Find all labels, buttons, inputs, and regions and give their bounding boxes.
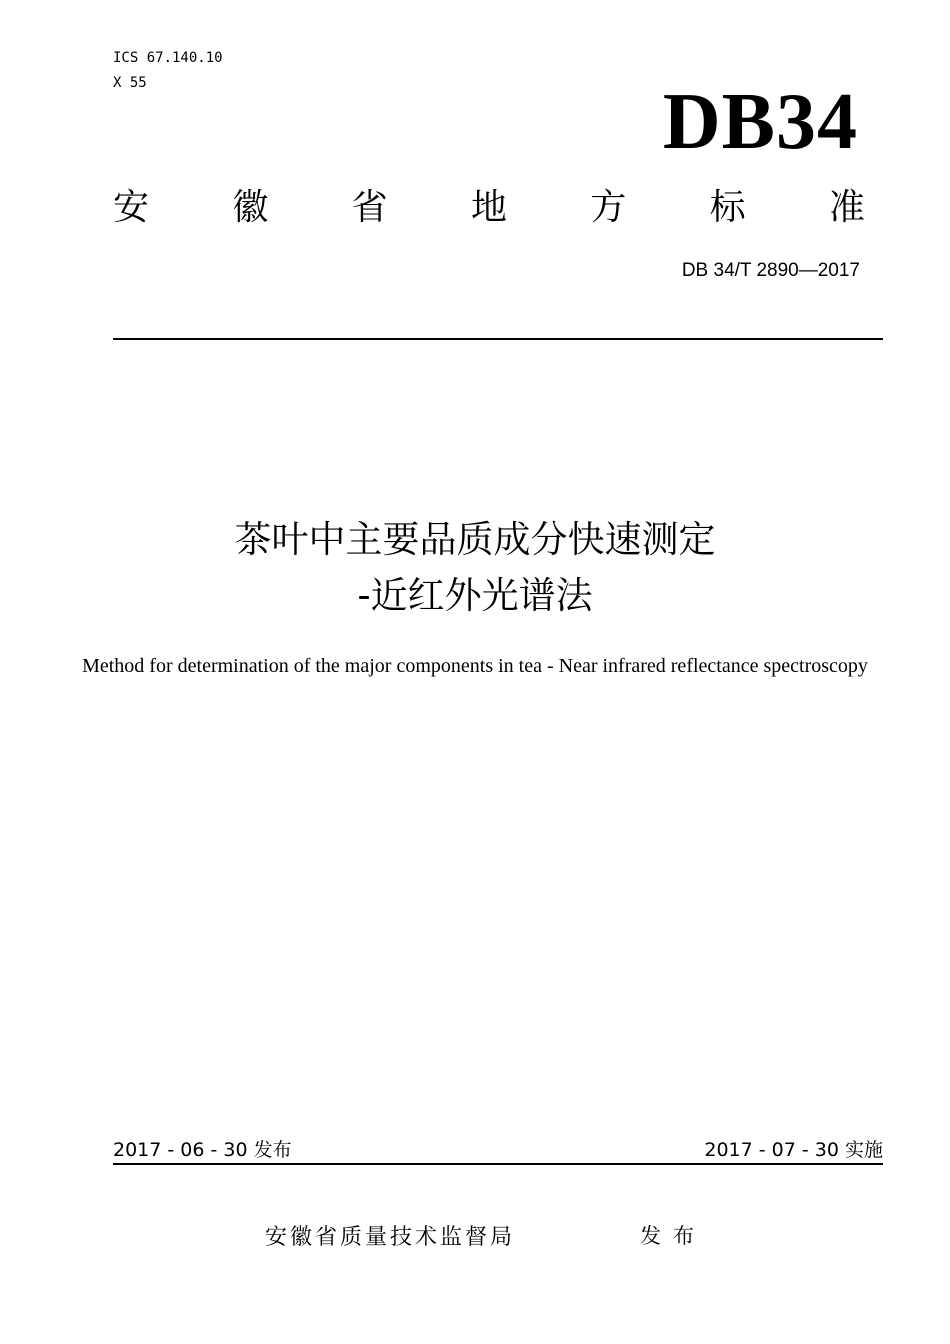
standard-number: DB 34/T 2890—2017 — [681, 260, 860, 281]
ics-code: ICS 67.140.10 — [113, 50, 223, 66]
header-divider — [113, 338, 883, 340]
standard-type-char: 地 — [470, 187, 507, 228]
standard-type-char: 方 — [590, 187, 627, 228]
implementation-date: 2017 - 07 - 30 实施 — [704, 1139, 883, 1161]
standard-type — [113, 184, 865, 232]
issue-date: 2017 - 06 - 30 发布 — [113, 1139, 292, 1161]
chinese-title — [0, 512, 950, 624]
standard-type-char: 安 — [113, 187, 150, 228]
standard-type-char: 省 — [351, 187, 388, 228]
footer-divider — [113, 1163, 883, 1165]
standard-type-char: 准 — [828, 187, 865, 228]
chinese-title-line-1: 茶叶中主要品质成分快速测定 — [234, 518, 716, 561]
english-title: Method for determination of the major components in tea - Near infrared reflectance spectroscopy — [82, 655, 868, 677]
standard-type-char: 标 — [709, 187, 746, 228]
standard-type-char: 徽 — [232, 187, 269, 228]
issue-label: 发布 — [640, 1224, 706, 1248]
chinese-title-line-2: -近红外光谱法 — [357, 574, 593, 617]
db-logo: DB34 — [662, 78, 858, 166]
issuing-authority: 安徽省质量技术监督局 — [265, 1225, 516, 1250]
classification-code: X 55 — [113, 75, 147, 91]
